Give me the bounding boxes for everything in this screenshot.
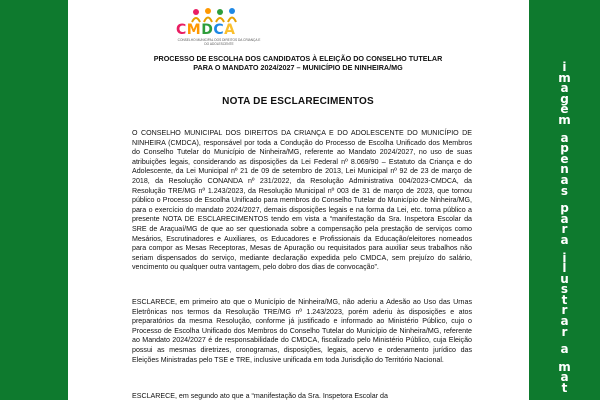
side-caption-word: m a t [558, 359, 571, 396]
side-caption-word: i l u s t r a r [560, 250, 569, 339]
header-line-1: PROCESSO DE ESCOLHA DOS CANDIDATOS À ELEIÇÃO DO CONSELHO TUTELAR [153, 54, 443, 63]
side-caption-strip [529, 0, 600, 400]
document-page [68, 0, 529, 400]
side-caption-word: a [560, 342, 569, 357]
document-header [88, 54, 508, 73]
cmdca-logo [170, 6, 262, 46]
paragraph-1: O CONSELHO MUNICIPAL DOS DIREITOS DA CRIANÇA E DO ADOLESCENTE DO MUNICÍPIO DE NINHEIRA (CMDCA), responsável por toda a Condução do Processo de Escolha Unificado dos Membros do Conselho Tutelar do Município de Ninheira/MG, referente ao Mandato 2024/2027, no uso de suas atribuições legais, considerando as disposições da Lei Federal nº 8.069/90 – Estatuto da Criança e do Adolescente, da Lei Municipal nº 21 de 09 de setembro de 2013, Lei Municipal nº 92 de 23 de março de 2018, da Resolução CONANDA nº 231/2022, da Resolução Administrativa 004/2023-CMDCA, da Resolução TRE/MG nº 1.243/2023, da Resolução Municipal nº 003 de 31 de março de 2023, que tornou público o Processo de Escolha Unificado para membros do Conselho Tutelar do Município de Ninheira/MG, para o exercício do mandato 2024/2027, demais disposições legais e na forma da Lei, etc. torna público a presente NOTA DE ESCLARECIMENTOS tendo em vista a “manifestação da Sra. Inspetora Escolar da SRE de Araçuaí/MG de que ao ser questionada sobre a compensação pela prestação de serviços como Mesários, Escrutinadores e Auxiliares, os Educadores e Profissionais da Educação/eleitores nomeados para compor as Mesas Receptoras, Mesas de Apuração ou requisitados para auxiliar seus trabalhos não seriam dispensados do serviço, mediante declaração expedida pelo CMDCA, sem prejuízo do salário, vencimento ou qualquer outra vantagem, pelo dobro dos dias de convocação”. [132, 129, 472, 272]
side-caption-word: i m a g e m [558, 60, 571, 127]
side-caption-word: p a r a [560, 201, 569, 247]
left-background [0, 0, 68, 400]
side-caption [529, 62, 600, 400]
logo-subtitle: CONSELHO MUNICIPAL DOS DIREITOS DA CRIANÇA E DO ADOLESCENTE [177, 38, 261, 46]
paragraph-3: ESCLARECE, em segundo ato que a “manifestação da Sra. Inspetora Escolar da [132, 392, 388, 400]
side-caption-word: a p e n a s [560, 130, 569, 198]
paragraph-2: ESCLARECE, em primeiro ato que o Município de Ninheira/MG, não aderiu a Adesão ao Uso das Urnas Eletrônicas nos termos da Resolução TRE/MG nº 1.243/2023, porém aderiu às disposições e atos preparatórios da mesma Resolução, conforme já justificado e informado ao Ministério Público, cujo o Processo de Escolha Unificado dos Membros do Conselho Tutelar do Município de Ninheira/MG, referente ao Mandato 2024/2027 é de responsabilidade do CMDCA, fiscalizado pelo Ministério Público, cuja Eleição possui as mesmas diretrizes, cronogramas, disposições, legais, acervo e ordenamento jurídico das Eleições Ministradas pelo TSE e TRE, inclusive unificada em toda Jurisdição do Território Nacional. [132, 298, 472, 364]
header-line-2: PARA O MANDATO 2024/2027 – MUNICÍPIO DE NINHEIRA/MG [193, 63, 403, 73]
logo-wordmark: CMDCA [176, 22, 236, 38]
note-title: NOTA DE ESCLARECIMENTOS [222, 96, 374, 107]
